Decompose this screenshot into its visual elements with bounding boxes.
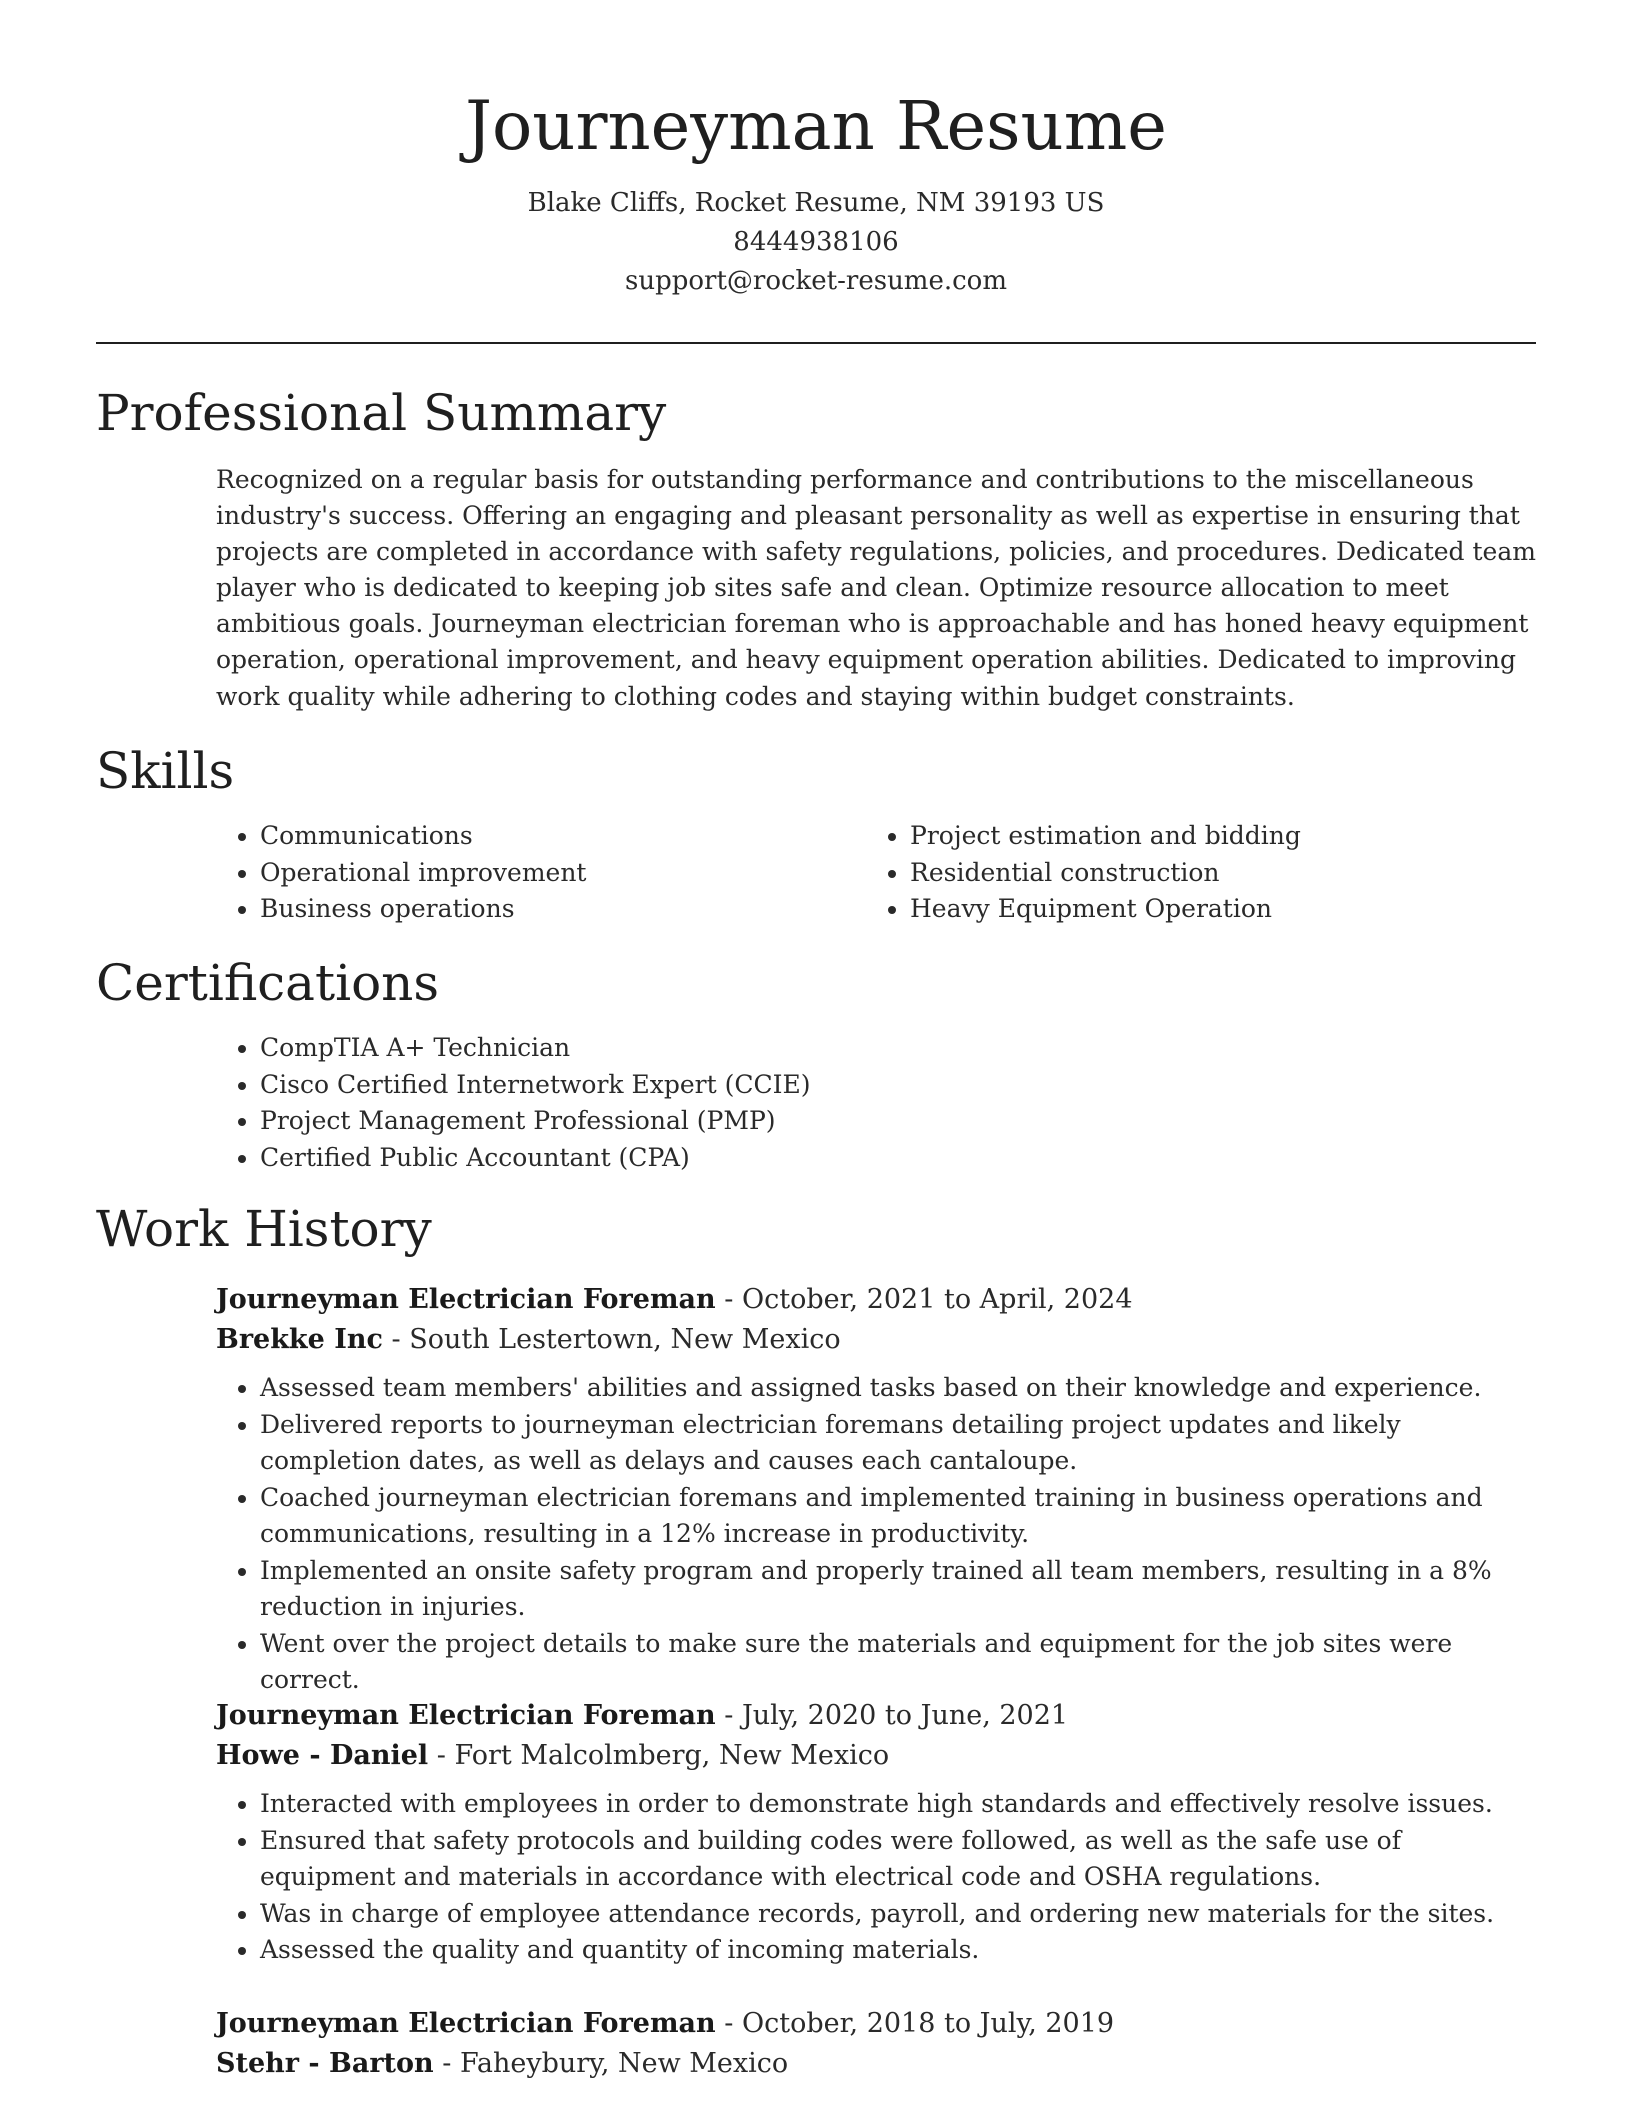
job-title: Journeyman Electrician Foreman [216,1700,716,1731]
list-item: • Interacted with employees in order to demonstrate high standards and effectively resolve issues. [260,1786,1538,1823]
list-item: • Was in charge of employee attendance records, payroll, and ordering new materials for the sites. [260,1896,1538,1933]
certifications-heading: Certifications [96,954,440,1012]
list-item: • Project estimation and bidding [910,818,1486,855]
job-title-line [216,1280,1538,1320]
contact-info [0,184,1632,301]
list-item: • Operational improvement [260,855,836,892]
job-bullets [216,1786,1538,1969]
job-dates: - October, 2021 to April, 2024 [715,1284,1133,1315]
address: Blake Cliffs, Rocket Resume, NM 39193 US [527,188,1105,218]
certifications-list [216,1030,1516,1176]
job-bullets [216,1370,1538,1699]
summary-heading: Professional Summary [96,384,667,442]
work-history-heading: Work History [96,1200,432,1258]
phone: 8444938106 [733,227,899,257]
job-entry [216,2004,1538,2084]
job-title: Journeyman Electrician Foreman [216,1284,716,1315]
list-item: • Project Management Professional (PMP) [260,1103,1516,1140]
job-dates: - July, 2020 to June, 2021 [715,1700,1069,1731]
job-company-line [216,2044,1538,2084]
job-company: Stehr - Barton [216,2048,434,2079]
skills-left-column [216,818,836,928]
list-item: • Communications [260,818,836,855]
list-item: • Heavy Equipment Operation [910,891,1486,928]
job-company: Howe - Daniel [216,1740,429,1771]
list-item: • Coached journeyman electrician foremans and implemented training in business operations and communications, resulting in a 12% increase in productivity. [260,1480,1538,1553]
job-company: Brekke Inc [216,1324,383,1355]
job-location: - South Lestertown, New Mexico [382,1324,841,1355]
list-item: • Ensured that safety protocols and building codes were followed, as well as the safe use of equipment and materials in accordance with electrical code and OSHA regulations. [260,1823,1538,1896]
list-item: • CompTIA A+ Technician [260,1030,1516,1067]
skills-heading: Skills [96,742,235,800]
list-item: • Went over the project details to make sure the materials and equipment for the job sites were correct. [260,1626,1538,1699]
job-title-line [216,1696,1538,1736]
job-company-line [216,1736,1538,1776]
list-item: • Implemented an onsite safety program and properly trained all team members, resulting in a 8% reduction in injuries. [260,1553,1538,1626]
job-dates: - October, 2018 to July, 2019 [715,2008,1115,2039]
list-item: • Cisco Certified Internetwork Expert (CCIE) [260,1067,1516,1104]
job-location: - Fort Malcolmberg, New Mexico [428,1740,890,1771]
email: support@rocket-resume.com [624,266,1007,296]
header-divider [96,342,1536,344]
list-item: • Assessed team members' abilities and assigned tasks based on their knowledge and experience. [260,1370,1538,1407]
job-title-line [216,2004,1538,2044]
list-item: • Business operations [260,891,836,928]
resume-header [0,82,1632,301]
resume-title: Journeyman Resume [465,87,1167,165]
skills-right-column [866,818,1486,928]
job-title: Journeyman Electrician Foreman [216,2008,716,2039]
list-item: • Delivered reports to journeyman electrician foremans detailing project updates and likely completion dates, as well as delays and causes each cantaloupe. [260,1407,1538,1480]
job-entry [216,1696,1538,1969]
list-item: • Residential construction [910,855,1486,892]
job-entry [216,1280,1538,1699]
list-item: • Assessed the quality and quantity of incoming materials. [260,1932,1538,1969]
list-item: • Certified Public Accountant (CPA) [260,1140,1516,1177]
summary-text: Recognized on a regular basis for outstanding performance and contributions to the miscellaneous industry's success. Offering an engaging and pleasant personality as well as expertise in ensuring that projects are completed in accordance with safety regulations, policies, and procedures. Dedicated team player who is dedicated to keeping job sites safe and clean. Optimize resource allocation to meet ambitious goals. Journeyman electrician foreman who is approachable and has honed heavy equipment operation, operational improvement, and heavy equipment operation abilities. Dedicated to improving work quality while adhering to clothing codes and staying within budget constraints. [216,465,1536,711]
job-location: - Faheybury, New Mexico [433,2048,789,2079]
job-company-line [216,1320,1538,1360]
